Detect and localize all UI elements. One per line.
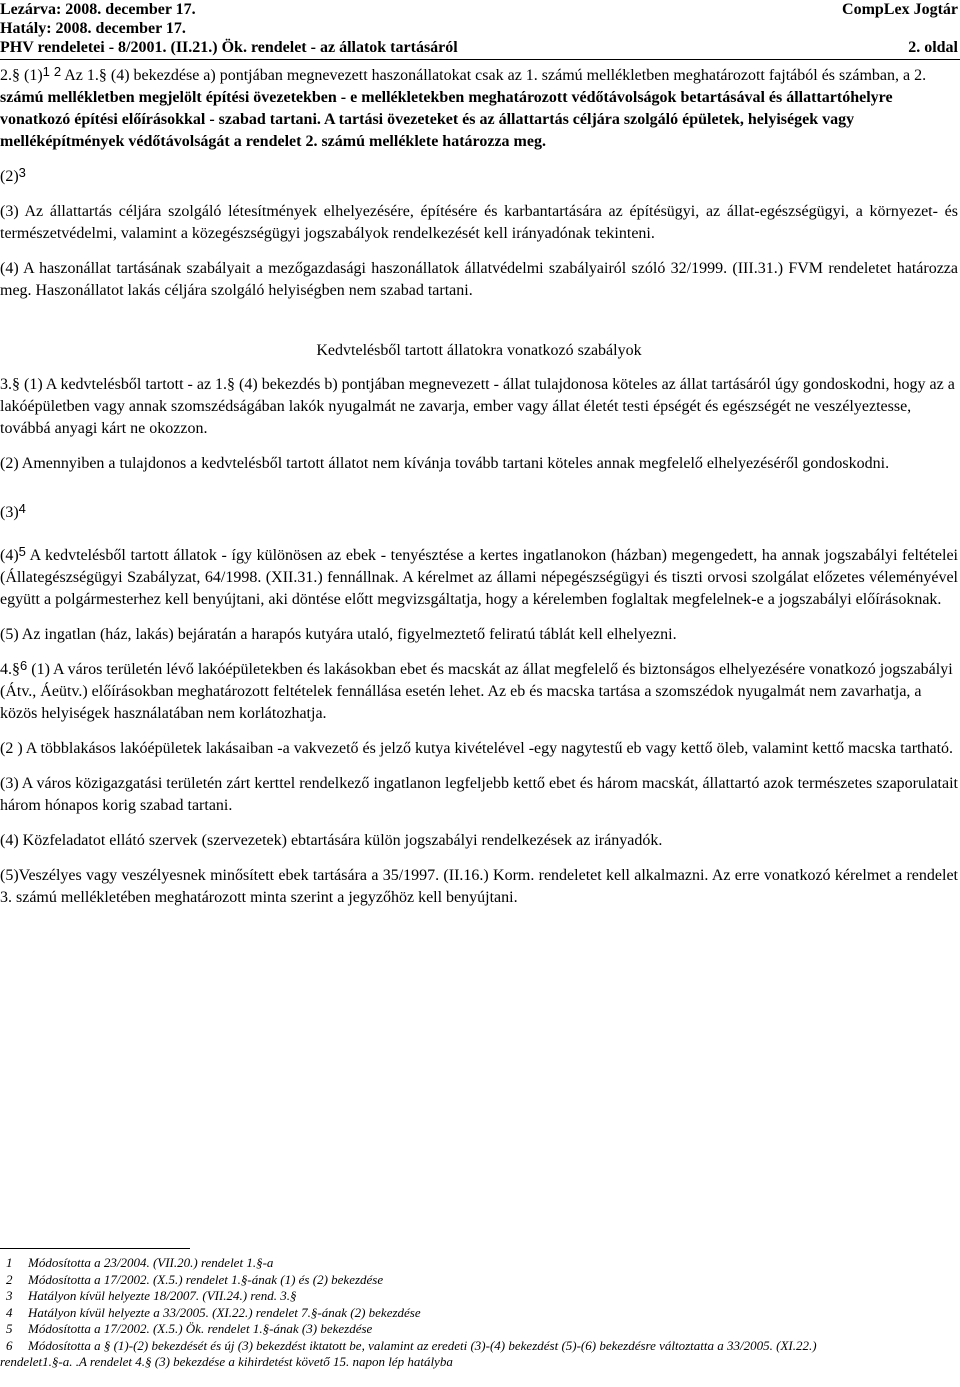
page-number: 2. oldal	[908, 39, 958, 56]
paragraph-text: (1) A város területén lévő lakóépületekben és lakásokban ebet és macskát az állat megfelelő és biztonságos elhelyezésére vonatkozó jogszabályi (Átv., Áeütv.) előírásokban meghatározott feltételek fennállása esetén lehet. Az eb és macska tartása a szomszédok nyugalmát nem zavarhatja, a közös helyiségek használatában nem korlátozhatja.	[0, 661, 953, 722]
spacer	[0, 488, 958, 502]
section-label: 4.§	[0, 661, 20, 678]
footnote-continuation	[0, 1354, 958, 1371]
header-rule	[0, 59, 960, 60]
footnote-ref-6[interactable]: 6	[20, 658, 28, 673]
section-heading: Kedvtelésből tartott állatokra vonatkozó szabályok	[316, 342, 642, 359]
footnote-text: Módosította a § (1)-(2) bekezdését és új (3) bekezdést iktatott be, valamint az eredeti (3)-(4) bekezdést (5)-(6) bekezdésre változtatta a 33/2005. (XI.22.)	[28, 1337, 817, 1353]
paragraph-4-1	[0, 659, 958, 725]
document-body	[0, 65, 958, 922]
footnote	[0, 1272, 958, 1289]
paragraph-3-2: (2) Amennyiben a tulajdonos a kedvtelésből tartott állatot nem kívánja tovább tartani köteles annak megfelelő elhelyezéséről gondoskodni.	[0, 455, 890, 472]
footnote-number: 1	[6, 1255, 13, 1270]
footnote-number: 4	[6, 1304, 13, 1320]
paragraph-2-3: (3) Az állattartás céljára szolgáló létesítmények elhelyezésére, építésére és karbantartására az építésügyi, az állat-egészségügyi, a környezet- és természetvédelmi, valamint a közegészségügyi jogszabályok rendelkezését kell irányadónak tekinteni.	[0, 203, 958, 242]
document-title: PHV rendeletei - 8/2001. (II.21.) Ök. rendelet - az állatok tartásáról	[0, 39, 458, 56]
footnote-text: Módosította a 17/2002. (X.5.) rendelet 1.§-ának (1) és (2) bekezdése	[28, 1271, 384, 1287]
footnote-text: Hatályon kívül helyezte a 33/2005. (XI.22.) rendelet 7.§-ának (2) bekezdése	[28, 1304, 421, 1320]
amended-text: számú mellékletben megjelölt építési övezetekben - e mellékletekben meghatározott védőtávolságok betartásával és állattartóhelyre vonatkozó építési előírásokkal - szabad tartani. A tartási övezeteket és az állattartás céljára szolgáló épületek, helyiségek vagy melléképítmények védőtávolságát a rendelet 2. számú melléklete határozza meg.	[0, 89, 893, 150]
footnote-number: 3	[6, 1288, 13, 1303]
paragraph-2-1	[0, 65, 958, 153]
paragraph-2-2	[0, 166, 958, 188]
paragraph-text: Az 1.§ (4) bekezdése a) pontjában megnevezett haszonállatokat csak az 1. számú mellékletben meghatározott fajtából és számban, a 2.	[61, 67, 927, 84]
paragraph-4-4: (4) Közfeladatot ellátó szervek (szervezetek) ebtartására külön jogszabályi rendelkezések az irányadók.	[0, 832, 663, 849]
effective-date: Hatály: 2008. december 17.	[0, 20, 186, 37]
footnote	[0, 1288, 958, 1305]
paragraph-4-3: (3) A város közigazgatási területén zárt kerttel rendelkező ingatlanon legfeljebb kettő ebet és három macskát, állattartó azok természetes szaporulatait három hónapos korig szabad tartani.	[0, 775, 958, 814]
paragraph-4-5: (5)Veszélyes vagy veszélyesnek minősített ebek tartására a 35/1997. (II.16.) Korm. rendeletet kell alkalmazni. Az erre vonatkozó kérelmet a rendelet 3. számú mellékletében meghatározott minta szerint a jegyzőhöz kell benyújtani.	[0, 867, 958, 906]
footnote-ref-4[interactable]: 4	[18, 501, 26, 516]
paragraph-3-3	[0, 502, 958, 524]
paragraph-4-2: (2 ) A többlakásos lakóépületek lakásaiban -a vakvezető és jelző kutya kivételével -egy nagytestű eb vagy kettő öleb, valamint kettő macska tartható.	[0, 740, 954, 757]
paragraph-text: A kedvtelésből tartott állatok - így különösen az ebek - tenyésztése a kertes ingatlanokon (házban) megengedett, ha annak jogszabályi feltételei (Állategészségügyi Szabályzat, 64/1998. (XII.31.) fennállnak. A kérelmet az állami népegészségügyi és tiszti orvosi szolgálat előzetes véleményével együtt a polgármesterhez kell benyújtani, aki döntése előtt megvizsgáltatja, hogy a kérelemben foglaltak megfelelnek-e a jogszabályi előírásoknak.	[0, 547, 958, 608]
footnote-number: 2	[6, 1271, 13, 1287]
footnote-text: rendelet1.§-a. .A rendelet 4.§ (3) bekezdése a kihirdetést követő 15. napon lép hatályba	[0, 1354, 453, 1369]
footnote-rule	[0, 1248, 190, 1249]
footnote-text: Módosította a 17/2002. (X.5.) Ök. rendelet 1.§-ának (3) bekezdése	[28, 1321, 373, 1336]
paragraph-3-1: 3.§ (1) A kedvtelésből tartott - az 1.§ (4) bekezdés b) pontjában megnevezett - állat tulajdonosa köteles az állat tartásáról úgy gondoskodni, hogy az a lakóépületben vagy annak szomszédságában lakók nyugalmát ne zavarja, ember vagy állat életét testi épségét és egészségét ne veszélyeztesse, továbbá anyagi kárt ne okozzon.	[0, 376, 955, 437]
footnotes	[0, 1255, 958, 1371]
footnote	[0, 1338, 958, 1355]
footnote-ref-3[interactable]: 3	[18, 165, 26, 180]
closed-date: Lezárva: 2008. december 17.	[0, 1, 196, 18]
section-label: 2.§ (1)	[0, 67, 43, 84]
section-label: (4)	[0, 547, 19, 564]
section-label: (3)	[0, 504, 19, 521]
footnote-ref-2[interactable]: 2	[53, 64, 62, 79]
footnote-number: 5	[6, 1321, 13, 1336]
header-meta	[0, 0, 458, 57]
footnote	[0, 1305, 958, 1322]
footnote	[0, 1255, 958, 1272]
footnote	[0, 1321, 958, 1338]
footnote-number: 6	[6, 1337, 13, 1353]
footnote-ref-5[interactable]: 5	[18, 544, 26, 559]
paragraph-3-5: (5) Az ingatlan (ház, lakás) bejáratán a harapós kutyára utaló, figyelmeztető feliratú táblát kell elhelyezni.	[0, 626, 677, 643]
footnote-text: Módosította a 23/2004. (VII.20.) rendelet 1.§-a	[28, 1255, 274, 1270]
paragraph-2-4: (4) A haszonállat tartásának szabályait a mezőgazdasági haszonállatok állatvédelmi szabályairól szóló 32/1999. (III.31.) FVM rendeletet határozza meg. Haszonállatot lakás céljára szolgáló helyiségben nem szabad tartani.	[0, 260, 958, 299]
paragraph-3-4	[0, 545, 958, 611]
footnote-text: Hatályon kívül helyezte 18/2007. (VII.24.) rend. 3.§	[28, 1288, 297, 1303]
footnote-ref-1[interactable]: 1	[42, 64, 50, 79]
page-header	[0, 0, 960, 60]
section-label: (2)	[0, 168, 19, 185]
brand-name: CompLex Jogtár	[842, 1, 958, 18]
